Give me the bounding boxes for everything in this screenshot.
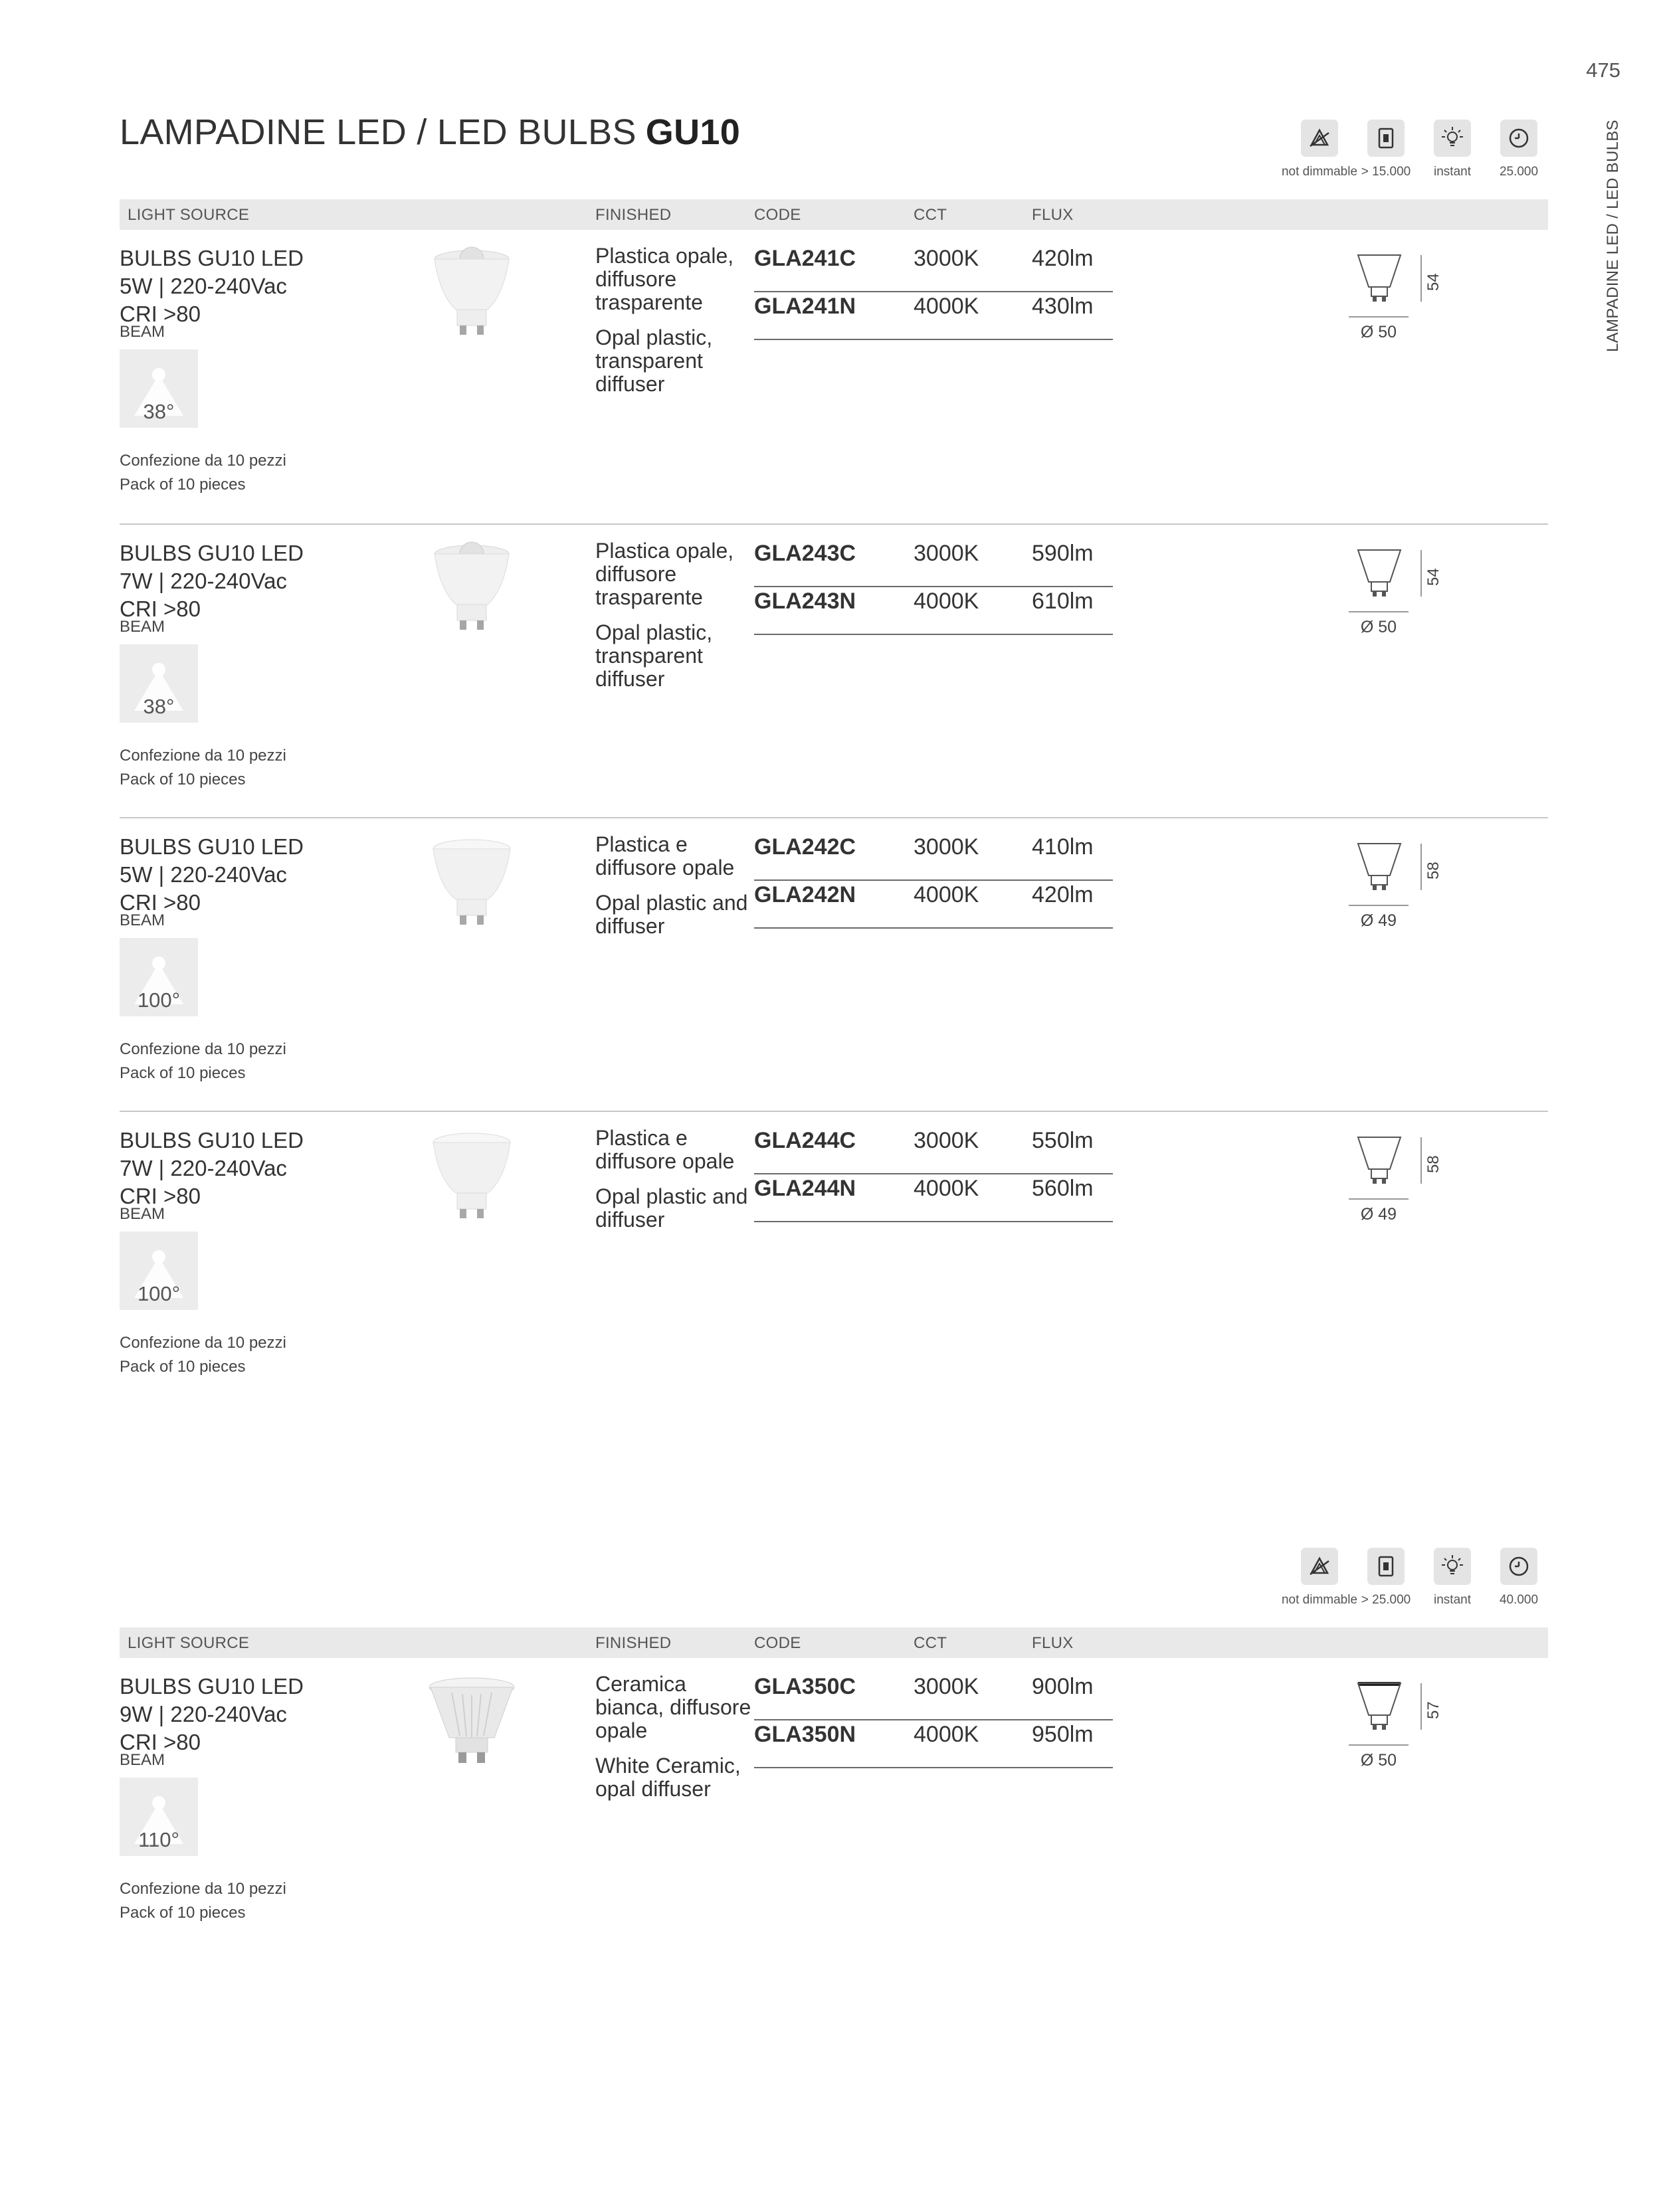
header-code: CODE bbox=[754, 1634, 801, 1652]
table-header bbox=[120, 199, 1548, 230]
beam-angle-box bbox=[120, 938, 198, 1016]
bulb-photo bbox=[425, 539, 518, 642]
product-code: GLA243N bbox=[754, 589, 856, 614]
product-power-line: 7W | 220-240Vac bbox=[120, 569, 287, 593]
color-temperature: 4000K bbox=[914, 589, 979, 614]
page-number: 475 bbox=[1586, 58, 1620, 82]
feature-instant bbox=[1419, 1548, 1486, 1608]
beam-angle: 100° bbox=[137, 988, 181, 1012]
beam-label: BEAM bbox=[120, 1205, 165, 1223]
diameter-value: Ø 50 bbox=[1360, 1751, 1397, 1770]
luminous-flux: 550lm bbox=[1032, 1128, 1094, 1153]
product-cri-line: CRI >80 bbox=[120, 1184, 201, 1208]
beam-label: BEAM bbox=[120, 911, 165, 929]
product-name bbox=[120, 539, 304, 623]
lifetime-clock-icon bbox=[1500, 1548, 1537, 1585]
finish-it: Plastica e diffusore opale bbox=[595, 1126, 735, 1173]
luminous-flux: 900lm bbox=[1032, 1674, 1094, 1699]
pack-info-en: Pack of 10 pieces bbox=[120, 1064, 246, 1082]
beam-label: BEAM bbox=[120, 1751, 165, 1769]
product-power-line: 5W | 220-240Vac bbox=[120, 274, 287, 298]
code-row bbox=[754, 292, 1113, 340]
beam-angle-box bbox=[120, 1232, 198, 1310]
bulb-photo bbox=[425, 1127, 518, 1230]
pack-info bbox=[120, 744, 286, 792]
beam-angle: 38° bbox=[143, 695, 175, 718]
finish-en: Opal plastic, transparent diffuser bbox=[595, 620, 713, 691]
product-power-line: 5W | 220-240Vac bbox=[120, 862, 287, 887]
side-section-label: LAMPADINE LED / LED BULBS bbox=[1604, 120, 1622, 352]
finish-it: Plastica e diffusore opale bbox=[595, 832, 735, 879]
height-line bbox=[1420, 844, 1422, 890]
feature-on-off-cycles bbox=[1353, 120, 1419, 179]
finish-description bbox=[595, 539, 755, 691]
luminous-flux: 560lm bbox=[1032, 1176, 1094, 1201]
color-temperature: 3000K bbox=[914, 246, 979, 271]
code-table bbox=[754, 1127, 1113, 1222]
diameter-value: Ø 50 bbox=[1360, 618, 1397, 636]
page-title bbox=[120, 112, 740, 153]
page-title-bold: GU10 bbox=[645, 112, 741, 152]
color-temperature: 4000K bbox=[914, 882, 979, 907]
color-temperature: 3000K bbox=[914, 1674, 979, 1699]
on-off-cycles-icon bbox=[1367, 1548, 1405, 1585]
header-light-source: LIGHT SOURCE bbox=[128, 1634, 250, 1652]
dimension-drawing bbox=[1342, 1678, 1448, 1771]
product-block bbox=[120, 523, 1548, 817]
code-table bbox=[754, 833, 1113, 929]
header-light-source: LIGHT SOURCE bbox=[128, 206, 250, 224]
pack-info-it: Confezione da 10 pezzi bbox=[120, 747, 286, 765]
feature-icons-group-2 bbox=[1281, 1548, 1552, 1608]
diameter-value: Ø 49 bbox=[1360, 1205, 1397, 1224]
code-row bbox=[754, 244, 1113, 292]
code-row bbox=[754, 1127, 1113, 1174]
pack-info bbox=[120, 449, 286, 497]
diameter-line bbox=[1349, 611, 1409, 612]
diameter-line bbox=[1349, 1744, 1409, 1746]
height-line bbox=[1420, 550, 1422, 597]
icon-caption: 25.000 bbox=[1499, 165, 1539, 179]
beam-label: BEAM bbox=[120, 618, 165, 636]
icon-caption: not dimmable bbox=[1281, 165, 1358, 179]
feature-lifetime bbox=[1486, 1548, 1552, 1608]
bulb-outline-icon bbox=[1355, 545, 1409, 608]
bulb-outline-icon bbox=[1355, 1132, 1409, 1195]
finish-en: White Ceramic, opal diffuser bbox=[595, 1754, 741, 1801]
feature-on-off-cycles bbox=[1353, 1548, 1419, 1608]
icon-caption: 40.000 bbox=[1499, 1593, 1539, 1607]
product-cri-line: CRI >80 bbox=[120, 597, 201, 621]
luminous-flux: 430lm bbox=[1032, 294, 1094, 319]
header-flux: FLUX bbox=[1032, 206, 1074, 224]
not-dimmable-icon bbox=[1301, 1548, 1338, 1585]
dimension-drawing bbox=[1342, 545, 1448, 638]
product-name-line: BULBS GU10 LED bbox=[120, 246, 304, 270]
color-temperature: 3000K bbox=[914, 834, 979, 860]
finish-en: Opal plastic and diffuser bbox=[595, 1184, 748, 1232]
height-line bbox=[1420, 255, 1422, 302]
code-table bbox=[754, 244, 1113, 340]
dimension-drawing bbox=[1342, 1132, 1448, 1225]
luminous-flux: 410lm bbox=[1032, 834, 1094, 860]
product-name-line: BULBS GU10 LED bbox=[120, 1674, 304, 1699]
color-temperature: 3000K bbox=[914, 1128, 979, 1153]
product-code: GLA241N bbox=[754, 294, 856, 319]
icon-caption: > 15.000 bbox=[1361, 165, 1411, 179]
luminous-flux: 420lm bbox=[1032, 246, 1094, 271]
code-row bbox=[754, 1720, 1113, 1768]
pack-info bbox=[120, 1331, 286, 1379]
product-block bbox=[120, 1658, 1548, 1950]
product-block bbox=[120, 1111, 1548, 1404]
pack-info-en: Pack of 10 pieces bbox=[120, 1358, 246, 1376]
icon-caption: not dimmable bbox=[1281, 1593, 1358, 1607]
dimension-drawing bbox=[1342, 250, 1448, 343]
table-header bbox=[120, 1627, 1548, 1658]
product-code: GLA242C bbox=[754, 834, 856, 860]
header-finished: FINISHED bbox=[595, 206, 672, 224]
product-power-line: 7W | 220-240Vac bbox=[120, 1156, 287, 1180]
beam-angle-box bbox=[120, 349, 198, 428]
product-power-line: 9W | 220-240Vac bbox=[120, 1702, 287, 1726]
bulb-photo bbox=[425, 244, 518, 347]
product-name bbox=[120, 1127, 304, 1210]
beam-angle: 100° bbox=[137, 1282, 181, 1305]
product-code: GLA244C bbox=[754, 1128, 856, 1153]
product-cri-line: CRI >80 bbox=[120, 302, 201, 326]
pack-info-en: Pack of 10 pieces bbox=[120, 476, 246, 494]
bulb-photo bbox=[425, 833, 518, 936]
pack-info-en: Pack of 10 pieces bbox=[120, 1904, 246, 1922]
height-value: 58 bbox=[1424, 862, 1442, 879]
finish-it: Plastica opale, diffusore trasparente bbox=[595, 539, 734, 609]
feature-instant bbox=[1419, 120, 1486, 179]
code-row bbox=[754, 539, 1113, 587]
color-temperature: 4000K bbox=[914, 1722, 979, 1747]
product-name bbox=[120, 244, 304, 328]
product-name bbox=[120, 833, 304, 917]
feature-icons-group-1 bbox=[1281, 120, 1552, 179]
diameter-value: Ø 49 bbox=[1360, 911, 1397, 930]
product-name-line: BULBS GU10 LED bbox=[120, 834, 304, 859]
product-name bbox=[120, 1673, 304, 1756]
lifetime-clock-icon bbox=[1500, 120, 1537, 157]
pack-info-en: Pack of 10 pieces bbox=[120, 771, 246, 788]
color-temperature: 4000K bbox=[914, 1176, 979, 1201]
product-code: GLA242N bbox=[754, 882, 856, 907]
code-table bbox=[754, 1673, 1113, 1768]
product-cri-line: CRI >80 bbox=[120, 1730, 201, 1754]
product-code: GLA350C bbox=[754, 1674, 856, 1699]
bulb-photo bbox=[425, 1673, 518, 1776]
height-line bbox=[1420, 1683, 1422, 1730]
product-code: GLA350N bbox=[754, 1722, 856, 1747]
finish-description bbox=[595, 244, 755, 396]
beam-angle: 110° bbox=[138, 1828, 179, 1851]
feature-lifetime bbox=[1486, 120, 1552, 179]
on-off-cycles-icon bbox=[1367, 120, 1405, 157]
header-cct: CCT bbox=[914, 206, 947, 224]
finish-en: Opal plastic, transparent diffuser bbox=[595, 325, 713, 396]
finish-en: Opal plastic and diffuser bbox=[595, 891, 748, 938]
finish-it: Ceramica bianca, diffusore opale bbox=[595, 1672, 751, 1742]
pack-info-it: Confezione da 10 pezzi bbox=[120, 1040, 286, 1058]
beam-angle: 38° bbox=[143, 400, 175, 423]
product-cri-line: CRI >80 bbox=[120, 890, 201, 915]
product-block bbox=[120, 817, 1548, 1111]
header-flux: FLUX bbox=[1032, 1634, 1074, 1652]
instant-light-icon bbox=[1434, 1548, 1471, 1585]
finish-it: Plastica opale, diffusore trasparente bbox=[595, 244, 734, 314]
bulb-outline-icon bbox=[1355, 1678, 1409, 1741]
feature-not-dimmable bbox=[1281, 1548, 1358, 1608]
header-code: CODE bbox=[754, 206, 801, 224]
height-value: 54 bbox=[1424, 568, 1442, 586]
product-code: GLA241C bbox=[754, 246, 856, 271]
height-line bbox=[1420, 1137, 1422, 1184]
pack-info-it: Confezione da 10 pezzi bbox=[120, 1334, 286, 1352]
bulb-outline-icon bbox=[1355, 838, 1409, 901]
code-row bbox=[754, 881, 1113, 929]
beam-angle-box bbox=[120, 1778, 198, 1856]
pack-info-it: Confezione da 10 pezzi bbox=[120, 1880, 286, 1898]
feature-not-dimmable bbox=[1281, 120, 1358, 179]
not-dimmable-icon bbox=[1301, 120, 1338, 157]
product-block bbox=[120, 230, 1548, 522]
product-name-line: BULBS GU10 LED bbox=[120, 541, 304, 565]
header-cct: CCT bbox=[914, 1634, 947, 1652]
color-temperature: 3000K bbox=[914, 541, 979, 566]
page-title-main: LAMPADINE LED / LED BULBS bbox=[120, 112, 636, 152]
product-name-line: BULBS GU10 LED bbox=[120, 1128, 304, 1152]
code-row bbox=[754, 833, 1113, 881]
product-code: GLA244N bbox=[754, 1176, 856, 1201]
icon-caption: > 25.000 bbox=[1361, 1593, 1411, 1607]
luminous-flux: 950lm bbox=[1032, 1722, 1094, 1747]
beam-angle-box bbox=[120, 644, 198, 723]
beam-label: BEAM bbox=[120, 323, 165, 341]
instant-light-icon bbox=[1434, 120, 1471, 157]
finish-description bbox=[595, 1673, 755, 1801]
code-row bbox=[754, 1174, 1113, 1222]
code-row bbox=[754, 587, 1113, 635]
pack-info-it: Confezione da 10 pezzi bbox=[120, 452, 286, 470]
product-code: GLA243C bbox=[754, 541, 856, 566]
luminous-flux: 610lm bbox=[1032, 589, 1094, 614]
pack-info bbox=[120, 1038, 286, 1085]
luminous-flux: 420lm bbox=[1032, 882, 1094, 907]
diameter-value: Ø 50 bbox=[1360, 323, 1397, 341]
height-value: 57 bbox=[1424, 1701, 1442, 1719]
height-value: 58 bbox=[1424, 1155, 1442, 1173]
color-temperature: 4000K bbox=[914, 294, 979, 319]
icon-caption: instant bbox=[1434, 165, 1471, 179]
header-finished: FINISHED bbox=[595, 1634, 672, 1652]
diameter-line bbox=[1349, 1198, 1409, 1200]
finish-description bbox=[595, 1127, 755, 1232]
pack-info bbox=[120, 1877, 286, 1925]
icon-caption: instant bbox=[1434, 1593, 1471, 1607]
dimension-drawing bbox=[1342, 838, 1448, 931]
bulb-outline-icon bbox=[1355, 250, 1409, 313]
code-table bbox=[754, 539, 1113, 635]
luminous-flux: 590lm bbox=[1032, 541, 1094, 566]
code-row bbox=[754, 1673, 1113, 1720]
finish-description bbox=[595, 833, 755, 938]
diameter-line bbox=[1349, 316, 1409, 318]
height-value: 54 bbox=[1424, 273, 1442, 291]
diameter-line bbox=[1349, 905, 1409, 906]
